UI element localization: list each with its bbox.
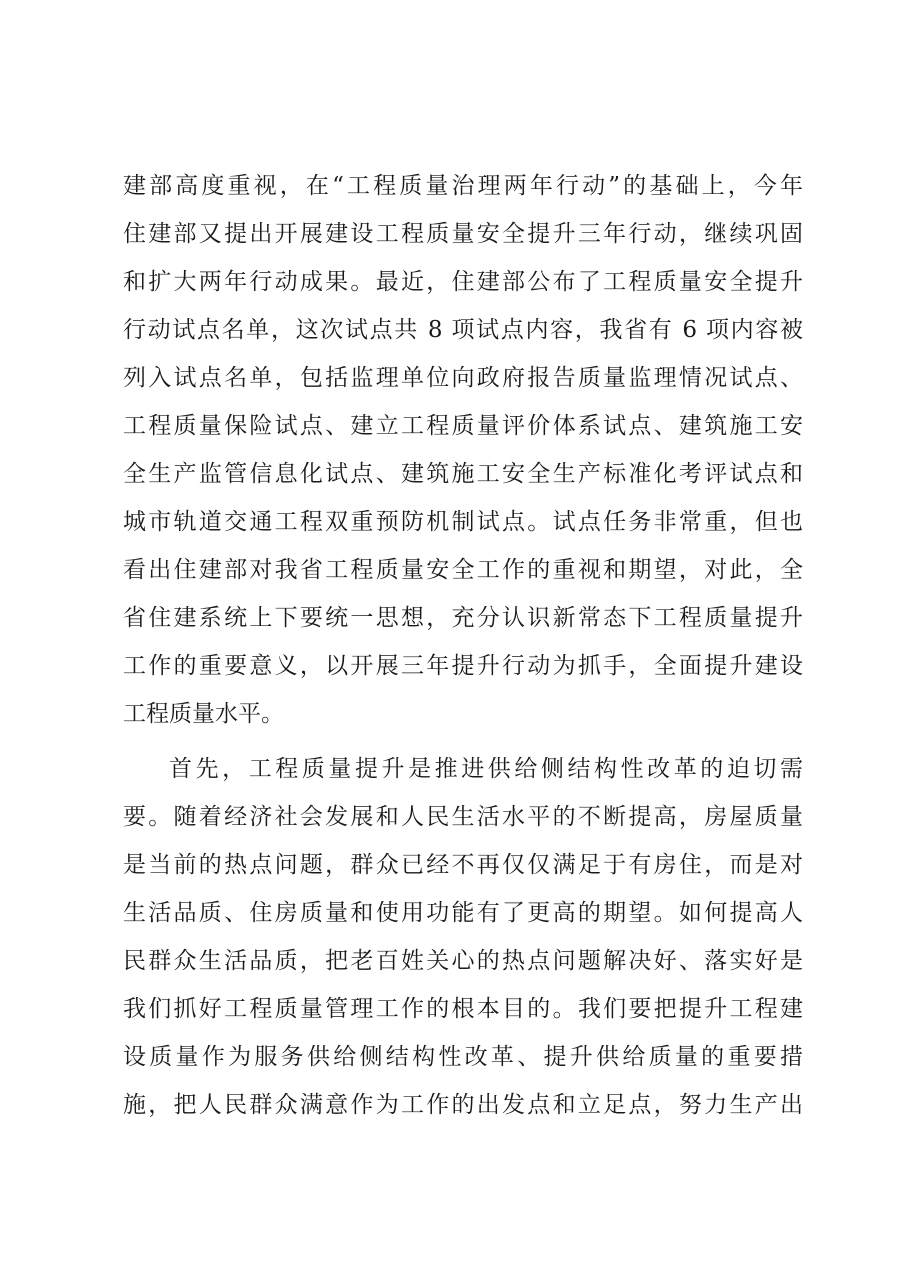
paragraph-line: 和扩大两年行动成果。最近，住建部公布了工程质量安全提升 [123,269,803,295]
paragraph-line: 城市轨道交通工程双重预防机制试点。试点任务非常重，但也 [123,509,803,535]
paragraph-line: 工程质量保险试点、建立工程质量评价体系试点、建筑施工安 [123,413,803,439]
paragraph-line: 我们抓好工程质量管理工作的根本目的。我们要把提升工程建 [123,996,803,1022]
paragraph-line: 全生产监管信息化试点、建筑施工安全生产标准化考评试点和 [123,461,803,487]
paragraph-line: 行动试点名单，这次试点共 8 项试点内容，我省有 6 项内容被 [123,317,803,343]
paragraph-line: 设质量作为服务供给侧结构性改革、提升供给质量的重要措 [123,1044,803,1070]
paragraph-line: 生活品质、住房质量和使用功能有了更高的期望。如何提高人 [123,900,803,926]
paragraph-2 [123,745,803,1129]
paragraph-line: 住建部又提出开展建设工程质量安全提升三年行动，继续巩固 [123,221,803,247]
paragraph-line: 工程质量水平。 [123,701,284,727]
paragraph-line: 是当前的热点问题，群众已经不再仅仅满足于有房住，而是对 [123,852,803,878]
paragraph-line: 首先，工程质量提升是推进供给侧结构性改革的迫切需 [169,756,803,782]
paragraph-line: 列入试点名单，包括监理单位向政府报告质量监理情况试点、 [123,365,803,391]
paragraph-line: 工作的重要意义，以开展三年提升行动为抓手，全面提升建设 [123,653,803,679]
paragraph-line: 看出住建部对我省工程质量安全工作的重视和期望，对此，全 [123,557,803,583]
paragraph-line: 民群众生活品质，把老百姓关心的热点问题解决好、落实好是 [123,948,803,974]
paragraph-spacer [123,738,803,745]
paragraph-line: 省住建系统上下要统一思想，充分认识新常态下工程质量提升 [123,605,803,631]
document-body [123,162,803,1129]
paragraph-line: 施，把人民群众满意作为工作的出发点和立足点，努力生产出 [123,1092,803,1118]
paragraph-1 [123,162,803,738]
paragraph-line: 建部高度重视，在“工程质量治理两年行动”的基础上，今年 [123,173,803,199]
paragraph-line: 要。随着经济社会发展和人民生活水平的不断提高，房屋质量 [123,804,803,830]
